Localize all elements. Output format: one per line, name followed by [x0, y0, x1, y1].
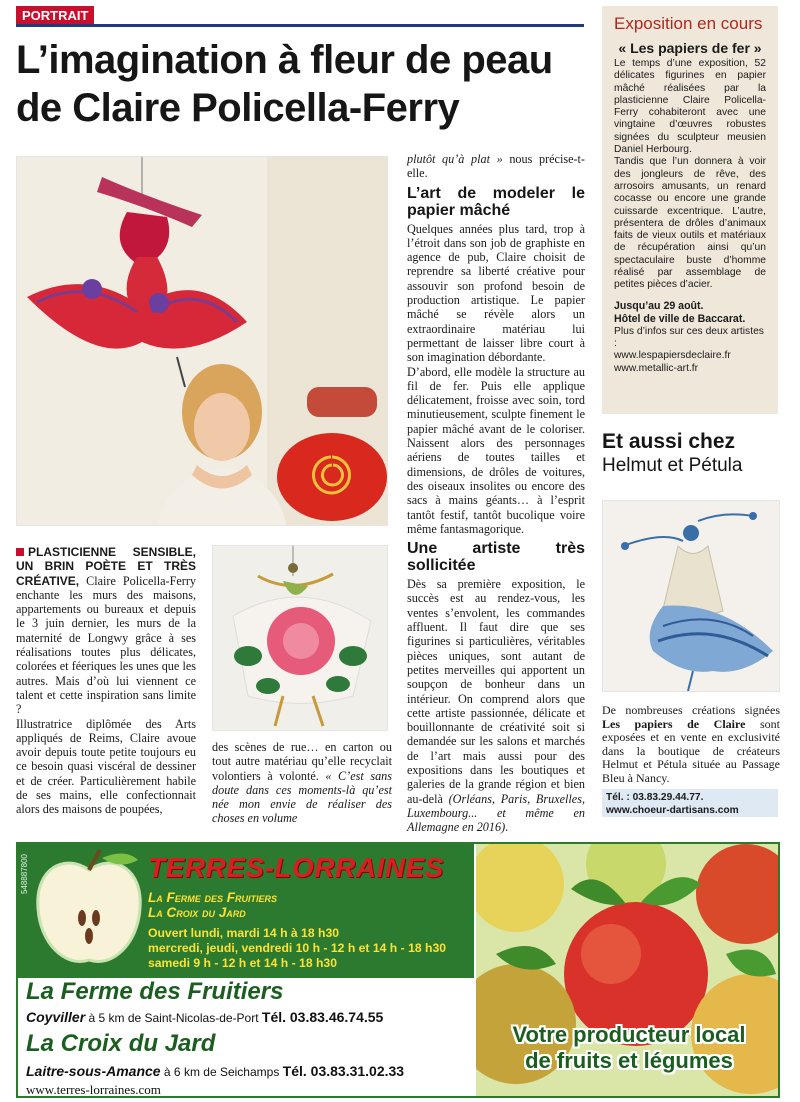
ad-farm-1: La Ferme des Fruitiers	[148, 890, 278, 905]
ad-slogan	[488, 1022, 770, 1074]
ad-city-1: Coyviller	[26, 1009, 86, 1025]
article-paragraph: Illustratrice diplômée des Arts appliqués de Reims, Claire avoue avoir depuis toute petite toujours eu ce besoin quasi viscéral de dessiner et de créer. Particulièrement habile de ses mains, elle confectionnait alors des maisons de poupées,	[16, 716, 196, 817]
aussi-text-c: sont exposées et en vente en exclusivité dans la boutique de créateurs Helmut et Pétula située au Passage Bleu à Nancy.	[602, 716, 780, 785]
ad-distance-1: à 5 km de Saint-Nicolas-de-Port	[85, 1011, 262, 1025]
advertisement	[16, 842, 780, 1098]
ad-distance-2: à 6 km de Seichamps	[160, 1065, 283, 1079]
cities-list: (Orléans, Paris, Bruxelles, Luxembourg... et même en Allemagne en 2016)	[407, 791, 585, 835]
aussi-text-a: De nombreuses créations signées	[602, 703, 780, 717]
article-paragraph: Quelques années plus tard, trop à l’étroit dans son job de graphiste en agence de pub, Claire choisit de reprendre sa liberté créative pour assouvir son profond besoin de production artistique. Le papier mâché se révèle alors un extraordinaire matériau lui permettant de laisser libre court à son imagination débordante.	[407, 221, 585, 365]
blue-dress-photo	[602, 500, 780, 692]
brand-name: Les papiers de Claire	[602, 716, 746, 731]
ad-farm-names	[148, 890, 277, 920]
rose-dancer-illustration	[213, 546, 388, 731]
exhibition-venue: Hôtel de ville de Baccarat.	[614, 312, 746, 325]
aussi-contact	[602, 789, 778, 817]
blue-dress-illustration	[603, 501, 780, 692]
aussi-heading	[602, 430, 782, 477]
artist-photo-illustration	[17, 157, 388, 526]
paragraph-text: des scènes de rue… en carton ou tout autre matériau qu’elle recyclait volontiers à volonté.	[212, 740, 392, 783]
artist-quote: « C’est sans doute dans ces moments-là qu’est née mon envie de réaliser des choses en volume	[212, 768, 392, 826]
article-column-3	[407, 152, 585, 834]
quote-ending	[407, 152, 585, 181]
lead-caps: PLASTICIENNE SENSIBLE, UN BRIN POÈTE ET TRÈS CRÉATIVE,	[16, 545, 196, 588]
ad-farm-title-1: La Ferme des Fruitiers	[26, 978, 284, 1005]
aussi-line-1: Et aussi chez	[602, 430, 736, 453]
ad-farm-title-2: La Croix du Jard	[26, 1030, 216, 1057]
subheading-papier-mache: L’art de modeler le papier mâché	[407, 184, 585, 219]
quote-tail: nous précise-t-elle.	[407, 152, 585, 181]
ad-hours-3: samedi 9 h - 12 h et 14 h - 18 h30	[148, 956, 337, 970]
rose-dancer-photo	[212, 545, 388, 731]
ad-brand: TERRES-LORRAINES	[148, 852, 444, 883]
headline: L’imagination à fleur de peau de Claire Policella-Ferry	[16, 38, 553, 130]
exhibition-info: Plus d’infos sur ces deux artistes :	[614, 325, 764, 349]
quote-end: plutôt qu’à plat »	[407, 152, 503, 166]
apple-logo-icon	[30, 848, 148, 970]
ad-website[interactable]: www.terres-lorraines.com	[26, 1082, 161, 1097]
article-paragraph	[212, 740, 392, 826]
article-paragraph	[407, 577, 585, 834]
ad-hours-2: mercredi, jeudi, vendredi 10 h - 12 h et 14 h - 18 h30	[148, 941, 447, 955]
exhibition-subtitle: « Les papiers de fer »	[618, 40, 762, 56]
main-photo	[16, 156, 388, 526]
ad-city-2: Laitre-sous-Amance	[26, 1063, 161, 1079]
exhibition-paragraph: Le temps d’une exposition, 52 délicates figurines en papier mâché réalisées par la plasticienne Claire Policella-Ferry cohabiteront avec une vingtaine d’œuvres robustes signées du sculpteur meusien Daniel Herbourg.	[614, 58, 766, 156]
article-column-1	[16, 545, 196, 817]
article-paragraph: D’abord, elle modèle la structure au fil de fer. Puis elle applique délicatement, froisse avec soin, tord minutieusement, sculpte finement le papier mâché avant de le coloriser. Naissent alors des personnages aériens de toutes tailles et dimensions, de drôles de voitures, des oiseaux insolites ou encore des sacs à mains géants… à l’esprit tantôt festif, tantôt bucolique voire même fantasmagorique.	[407, 364, 585, 536]
header-rule	[16, 24, 584, 27]
paragraph-text: Dès sa première exposition, le succès est au rendez-vous, les ventes s’envolent, les commandes affluent. Il faut dire que ses figurines si particulières, véritables pièces uniques, sont autant de petites merveilles qui apportent un soupçon de bonheur dans un intérieur. On comprend alors que cette artiste passionnée, délicate et bouillonnante de créativité soit si demandée sur les salons et marchés de l’art mais aussi pour des expositions dans les boutiques et galeries de la grande région et bien au-delà	[407, 577, 585, 806]
aussi-website[interactable]: www.choeur-dartisans.com	[606, 805, 739, 816]
ad-code: 548887800	[20, 854, 29, 895]
ad-phone-2: Tél. 03.83.31.02.33	[282, 1063, 405, 1079]
lead-text: Claire Policella-Ferry enchante les murs des maisons, appartements ou bureaux et depuis le 3 juin dernier, les murs de la maternité de Longwy grâce à ses réalisations toutes plus délicates, colorées et féeriques les unes que les autres. Mais d’où lui viennent ce talent et cette inspiration sans limite ?	[16, 573, 196, 717]
ad-phone-1: Tél. 03.83.46.74.55	[261, 1009, 384, 1025]
exhibition-title: Exposition en cours	[614, 14, 763, 33]
artist-link-2[interactable]: www.metallic-art.fr	[614, 362, 699, 374]
ad-slogan-2: de fruits et légumes	[525, 1048, 733, 1073]
exhibition-paragraph: Tandis que l’un donnera à voir des jongleurs de rêve, des arrosoirs amusants, un renard cocasse ou encore une grande cuissarde excentrique. L’autre, présentera de drôles d’animaux faits de vieux outils et matériaux de récupération ainsi qu’un spectaculaire buste d’homme réalisé par assemblage de petites pièces d’acier.	[614, 156, 766, 291]
aussi-text	[602, 704, 780, 785]
lead-paragraph	[16, 545, 196, 717]
exhibition-date: Jusqu’au 29 août.	[614, 299, 704, 312]
section-tag: PORTRAIT	[16, 6, 94, 26]
aussi-line-2: Helmut et Pétula	[602, 455, 743, 476]
ad-hours-1: Ouvert lundi, mardi 14 h à 18 h30	[148, 926, 340, 940]
ad-slogan-1: Votre producteur local	[512, 1022, 746, 1047]
exhibition-text	[614, 58, 766, 292]
artist-link-1[interactable]: www.lespapiersdeclaire.fr	[614, 350, 731, 362]
ad-address-1	[26, 1009, 383, 1025]
exhibition-box	[602, 6, 778, 414]
ad-address-2	[26, 1063, 404, 1079]
subheading-sollicitee: Une artiste très sollicitée	[407, 540, 585, 575]
aussi-phone: Tél. : 03.83.29.44.77.	[606, 792, 704, 803]
article-column-2	[212, 740, 392, 826]
ad-farm-2: La Croix du Jard	[148, 905, 246, 920]
lead-square-icon	[16, 548, 24, 556]
ad-opening-hours	[148, 926, 446, 971]
paragraph-end: .	[505, 820, 509, 835]
